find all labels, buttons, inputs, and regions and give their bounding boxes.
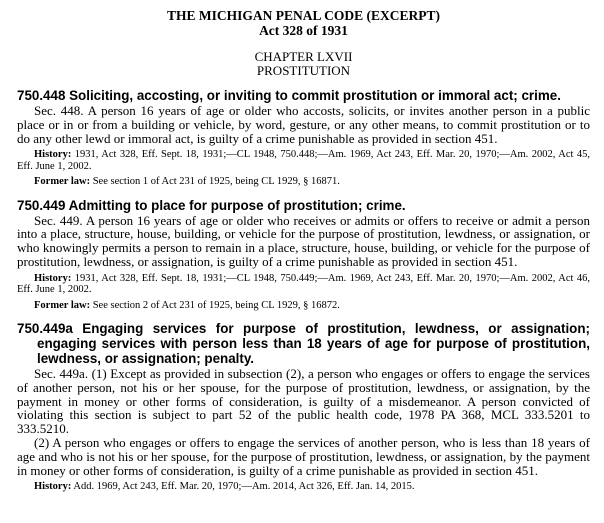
former-law-text: See section 1 of Act 231 of 1925, being CL 1929, § 16871. [90,176,340,188]
history-note [17,149,590,172]
former-law-label: Former law: [34,176,91,188]
section-750-448 [17,88,590,188]
section-paragraph: Sec. 449. A person 16 years of age or older who receives or admits or offers to receive or admit a person into a place, structure, house, building, or vehicle for the purpose of prostitution, lewdness, or assignation, or who knowingly permits a person to remain in a place, structure, house, building, or vehicle for the purpose of prostitution, lewdness, or assignation, is guilty of a crime punishable as provided in section 451. [17,212,590,269]
section-750-449a [17,321,590,493]
chapter-block [17,50,590,78]
history-note [17,481,590,492]
chapter-heading: CHAPTER LXVII [254,49,353,64]
doc-act: Act 328 of 1931 [259,23,348,38]
chapter-title: PROSTITUTION [256,63,351,78]
section-paragraph: (2) A person who engages or offers to engage the services of another person, who is less than 18 years of age and who is not his or her spouse, for the purpose of prostitution, lewdness, or assignation, by the payment in money or other forms of consideration, is guilty of a crime punishable as provided in section 451. [17,435,590,478]
history-label: History: [34,481,72,493]
former-law-text: See section 2 of Act 231 of 1925, being CL 1929, § 16872. [90,299,340,311]
section-750-449 [17,198,590,311]
section-paragraph: Sec. 449a. (1) Except as provided in subsection (2), a person who engages or offers to engage the services of another person, not his or her spouse, for the purpose of prostitution, lewdness, or assignation, by the payment in money or other forms of consideration, is guilty of a misdemeanor. A person convicted of violating this section is subject to part 52 of the public health code, 1978 PA 368, MCL 333.5201 to 333.5210. [17,366,590,437]
section-heading: 750.449 Admitting to place for purpose of prostitution; crime. [17,197,406,213]
former-law-label: Former law: [34,299,91,311]
history-label: History: [34,149,72,161]
history-text: 1931, Act 328, Eff. Sept. 18, 1931;—CL 1948, 750.449;—Am. 1969, Act 243, Eff. Mar. 20, 1970;—Am. 2002, Act 46, Eff. June 1, 2002. [17,272,590,296]
section-heading: 750.449a Engaging services for purpose of prostitution, lewdness, or assignation; engaging services with person less than 18 years of age for purpose of prostitution, lewdness, or assignation; penalty. [17,321,590,367]
section-paragraph: Sec. 448. A person 16 years of age or older who accosts, solicits, or invites another person in a public place or in or from a building or vehicle, by word, gesture, or any other means, to commit prostitution or to do any other lewd or immoral act, is guilty of a crime punishable as provided in section 451. [17,103,590,146]
history-note [17,273,590,296]
former-law-note [17,176,590,187]
history-text: Add. 1969, Act 243, Eff. Mar. 20, 1970;—Am. 2014, Act 326, Eff. Jan. 14, 2015. [71,481,415,493]
section-heading: 750.448 Soliciting, accosting, or inviting to commit prostitution or immoral act; crime. [17,88,561,103]
history-label: History: [34,272,72,284]
former-law-note [17,300,590,311]
doc-title: THE MICHIGAN PENAL CODE (EXCERPT) [166,8,441,23]
document-header [17,8,590,78]
history-text: 1931, Act 328, Eff. Sept. 18, 1931;—CL 1948, 750.448;—Am. 1969, Act 243, Eff. Mar. 20, 1970;—Am. 2002, Act 45, Eff. June 1, 2002. [17,149,590,172]
